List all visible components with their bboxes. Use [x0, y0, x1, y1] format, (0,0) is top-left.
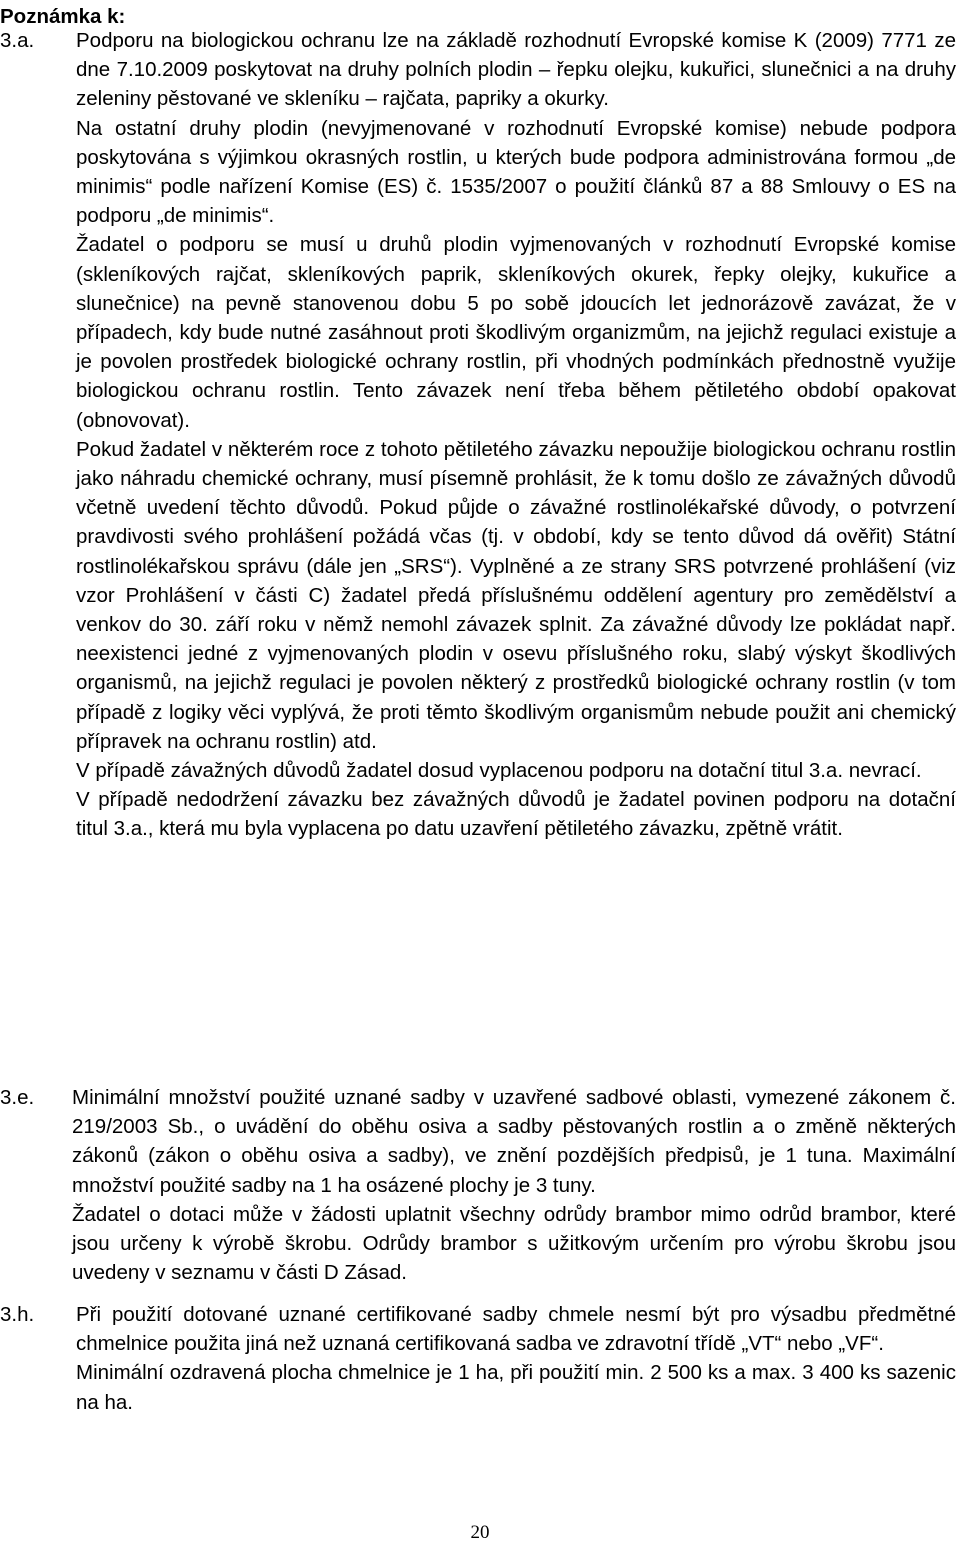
item-body: [76, 1300, 956, 1417]
item-body: [76, 26, 956, 844]
note-item-3e: [0, 1083, 956, 1287]
item-number: 3.h.: [0, 1303, 35, 1326]
item-number: 3.e.: [0, 1086, 35, 1109]
item-body: [72, 1083, 956, 1287]
page-number: 20: [470, 1522, 490, 1543]
note-item-3a: [0, 26, 956, 844]
paragraph: Žadatel o dotaci může v žádosti uplatnit všechny odrůdy brambor mimo odrůd brambor, které jsou určeny k výrobě škrobu. Odrůdy brambor s užitkovým určením pro výrobu škrobu jsou uvedeny v seznamu v části D Zásad.: [72, 1202, 956, 1285]
paragraph: Minimální ozdravená plocha chmelnice je 1 ha, při použití min. 2 500 ks a max. 3 400 ks sazenic na ha.: [76, 1361, 956, 1414]
paragraph: Podporu na biologickou ochranu lze na základě rozhodnutí Evropské komise K (2009) 7771 ze dne 7.10.2009 poskytovat na druhy polních plodin – řepku olejku, kukuřici, slunečnici a na druhy zeleniny pěstované ve skleníku – rajčata, papriky a okurky.: [76, 29, 956, 111]
paragraph: V případě nedodržení závazku bez závažných důvodů je žadatel povinen podporu na dotační titul 3.a., která mu byla vyplacena po datu uzavření pětiletého závazku, zpětně vrátit.: [76, 788, 956, 841]
paragraph: Pokud žadatel v některém roce z tohoto pětiletého závazku nepoužije biologickou ochranu rostlin jako náhradu chemické ochrany, musí písemně prohlásit, že k tomu došlo ze závažných důvodů včetně uvedení těchto důvodů. Pokud půjde o závažné rostlinolékařské důvody, o potvrzení pravdivosti svého prohlášení požádá včas (tj. v období, kdy se tento důvod dá ověřit) Státní rostlinolékařskou správu (dále jen „SRS“). Vyplněné a ze strany SRS potvrzené prohlášení (viz vzor Prohlášení v části C) žadatel předá příslušnému oddělení agentury pro zemědělství a venkov do 30. září roku v němž nemohl závazek splnit. Za závažné důvody lze pokládat např. neexistenci jedné z vyjmenovaných plodin v osevu příslušného roku, slabý výskyt škodlivých organismů, na jejichž regulaci je povolen některý z prostředků biologické ochrany rostlin (v tom případě z logiky věci vyplývá, že proti těmto škodlivým organismům nebude použit ani chemický přípravek na ochranu rostlin) atd.: [76, 437, 956, 753]
paragraph: Žadatel o podporu se musí u druhů plodin vyjmenovaných v rozhodnutí Evropské komise (skleníkových rajčat, skleníkových paprik, skleníkových okurek, řepky olejky, kukuřice a slunečnice) na pevně stanovenou dobu 5 po sobě jdoucích let jednorázově zavázat, že v případech, kdy bude nutné zasáhnout proti škodlivým organizmům, na jejichž regulaci existuje a je povolen prostředek biologické ochrany rostlin, při vhodných podmínkách přednostně využije biologickou ochranu rostlin. Tento závazek není třeba během pětiletého období opakovat (obnovovat).: [76, 233, 956, 432]
note-heading: Poznámka k:: [0, 5, 126, 28]
note-item-3h: [0, 1300, 956, 1417]
paragraph: Při použití dotované uznané certifikované sadby chmele nesmí být pro výsadbu předmětné chmelnice použita jiná než uznaná certifikovaná sadba ve zdravotní třídě „VT“ nebo „VF“.: [76, 1303, 956, 1356]
paragraph: V případě závažných důvodů žadatel dosud vyplacenou podporu na dotační titul 3.a. nevrací.: [76, 759, 922, 783]
paragraph: Minimální množství použité uznané sadby v uzavřené sadbové oblasti, vymezené zákonem č. 219/2003 Sb., o uvádění do oběhu osiva a sadby pěstovaných rostlin a o změně některých zákonů (zákon o oběhu osiva a sadby), ve znění pozdějších předpisů, je 1 tuna. Maximální množství použité sadby na 1 ha osázené plochy je 3 tuny.: [72, 1086, 956, 1197]
paragraph: Na ostatní druhy plodin (nevyjmenované v rozhodnutí Evropské komise) nebude podpora poskytována s výjimkou okrasných rostlin, u kterých bude podpora administrována formou „de minimis“ podle nařízení Komise (ES) č. 1535/2007 o použití článků 87 a 88 Smlouvy o ES na podporu „de minimis“.: [76, 116, 956, 228]
item-number: 3.a.: [0, 29, 35, 52]
